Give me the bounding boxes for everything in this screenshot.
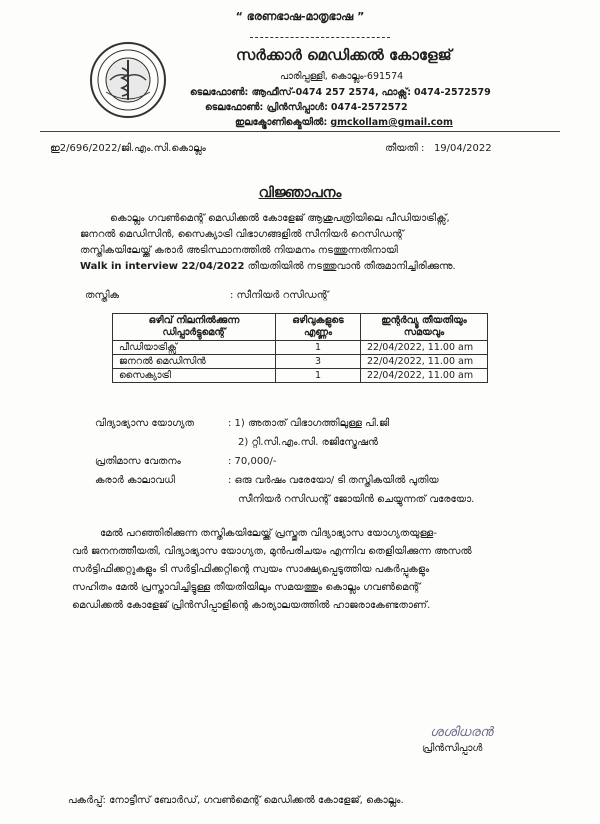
copy-to-note: പകർപ്പ്: നോട്ടീസ് ബോർഡ്, ഗവൺമെന്റ് മെഡിക്കൽ കോളേജ്, കൊല്ലം. <box>68 795 404 806</box>
interview-cell: 22/04/2022, 11.00 am <box>361 369 488 383</box>
post-label: തസ്തിക <box>85 290 120 301</box>
table-row <box>113 355 488 369</box>
date-label: തീയതി : <box>385 143 425 154</box>
qualification-1: : 1) അതാത് വിഭാഗത്തിലുള്ള പി.ജി <box>228 418 390 429</box>
intro-line-4-rest: തീയതിയിൽ നടത്തുവാൻ തീരുമാനിച്ചിരിക്കുന്നു. <box>244 261 456 272</box>
vacancies-cell: 3 <box>276 355 361 369</box>
closing-line-4: സഹിതം മേൽ പ്രസ്താവിച്ചിട്ടുള്ള തീയതിയിലും സമയത്തും കൊല്ലം ഗവൺമെന്റ് <box>72 582 421 593</box>
institution-address: പാരിപ്പള്ളി, കൊല്ലം-691574 <box>280 71 404 82</box>
closing-line-2: വർ ജനനത്തീയതി, വിദ്യാഭ്യാസ യോഗ്യത, മുൻപരിചയം എന്നിവ തെളിയിക്കുന്ന അസൽ <box>72 546 472 557</box>
document-date <box>385 143 492 154</box>
notice-title-text: വിജ്ഞാപനം <box>258 185 342 201</box>
phone-principal-number: 0474-2572572 <box>330 102 408 113</box>
table-row <box>113 369 488 383</box>
principal-signature: ശശിധരൻ <box>430 725 493 740</box>
notice-title <box>0 185 600 201</box>
interview-cell: 22/04/2022, 11.00 am <box>361 341 488 355</box>
phone-office-number: 0474 257 2574, <box>295 87 379 98</box>
department-cell: സൈക്യാട്രി <box>113 369 276 383</box>
intro-line-1: കൊല്ലം ഗവൺമെന്റ് മെഡിക്കൽ കോളേജ് ആശുപത്രിയിലെ പീഡിയാട്രിക്സ്, <box>110 213 450 224</box>
intro-line-2: ജനറൽ മെഡിസിൻ, സൈക്യാട്രി വിഭാഗങ്ങളിൽ സീനിയർ റെസിഡന്റ് <box>80 229 404 240</box>
fax-number: 0474-2572579 <box>414 87 491 98</box>
header-rule <box>40 131 560 132</box>
letterhead-motto: “ ഭരണഭാഷ-മാതൃഭാഷ ” <box>235 10 365 23</box>
vacancies-cell: 1 <box>276 341 361 355</box>
salary-label: പ്രതിമാസ വേതനം <box>95 456 181 467</box>
header-divider-dashed <box>250 37 390 38</box>
column-header-department: ഒഴിവ് നിലനിൽക്കുന്ന ഡിപ്പാർട്ടുമെന്റ് <box>113 314 276 341</box>
qualification-label: വിദ്യാഭ്യാസ യോഗ്യത <box>95 418 195 429</box>
table-header-row <box>113 314 488 341</box>
interview-cell: 22/04/2022, 11.00 am <box>361 355 488 369</box>
qualification-2: 2) റ്റി.സി.എം.സി. രജിസ്ട്രേഷൻ <box>238 437 378 448</box>
vacancy-table <box>112 313 488 383</box>
post-value: : സീനിയർ റസിഡന്റ് <box>230 290 329 301</box>
column-header-vacancies: ഒഴിവുകളുടെ എണ്ണം <box>276 314 361 341</box>
institution-name: സർക്കാർ മെഡിക്കൽ കോളേജ് <box>236 46 452 64</box>
contract-period-1: : ഒരു വർഷം വരേയോ/ ടി തസ്തികയിൽ പുതിയ <box>228 475 439 486</box>
reference-number: ഇ2/696/2022/ജി.എം.സി.കൊല്ലം <box>50 143 206 154</box>
contract-period-2: സീനിയർ റസിഡന്റ് ജോയിൻ ചെയ്യുന്നത് വരേയോ. <box>238 494 475 505</box>
intro-line-3: തസ്തികയിലേയ്ക്ക് കരാർ അടിസ്ഥാനത്തിൽ നിയമനം നടത്തുന്നതിനായി <box>80 245 398 256</box>
phone-fax-line <box>190 87 491 98</box>
email-line <box>235 117 453 128</box>
phone-office-label: ടെലഫോൺ: ആഫീസ്- <box>190 87 296 98</box>
walk-in-interview-date: Walk in interview 22/04/2022 <box>80 261 245 272</box>
column-header-interview: ഇന്റർവ്യൂ തീയതിയും സമയവും <box>361 314 488 341</box>
closing-line-5: മെഡിക്കൽ കോളേജ് പ്രിൻസിപ്പാളിന്റെ കാര്യാലയത്തിൽ ഹാജരാകേണ്ടതാണ്. <box>72 600 431 611</box>
intro-line-4 <box>80 261 456 272</box>
college-emblem-icon <box>88 40 168 120</box>
fax-label: ഫാക്സ്: <box>381 87 411 98</box>
department-cell: ജനറൽ മെഡിസിൻ <box>113 355 276 369</box>
email-label: ഇലക്ട്രോണിക്മെയിൽ: <box>235 117 328 128</box>
contract-period-label: കരാർ കാലാവധി <box>95 475 175 486</box>
email-link[interactable]: gmckollam@gmail.com <box>330 117 453 128</box>
phone-principal-label: ടെലഫോൺ: പ്രിൻസിപ്പാൾ: <box>205 102 328 113</box>
department-cell: പീഡിയാട്രിക്സ് <box>113 341 276 355</box>
closing-line-3: സർട്ടിഫിക്കറ്റുകളും ടി സർട്ടിഫിക്കറ്റിന്റെ സ്വയം സാക്ഷ്യപ്പെടുത്തിയ പകർപ്പുകളും <box>72 564 430 575</box>
table-row <box>113 341 488 355</box>
closing-line-1: മേൽ പറഞ്ഞിരിക്കുന്ന തസ്തികയിലേയ്ക്ക് പ്രസ്തുത വിദ്യാഭ്യാസ യോഗ്യതയുള്ള- <box>100 528 437 539</box>
signatory-designation: പ്രിൻസിപ്പാൾ <box>422 743 483 754</box>
vacancies-cell: 1 <box>276 369 361 383</box>
phone-principal-line <box>205 102 408 113</box>
salary-value: : 70,000/- <box>228 456 277 467</box>
date-value: 19/04/2022 <box>433 143 492 154</box>
